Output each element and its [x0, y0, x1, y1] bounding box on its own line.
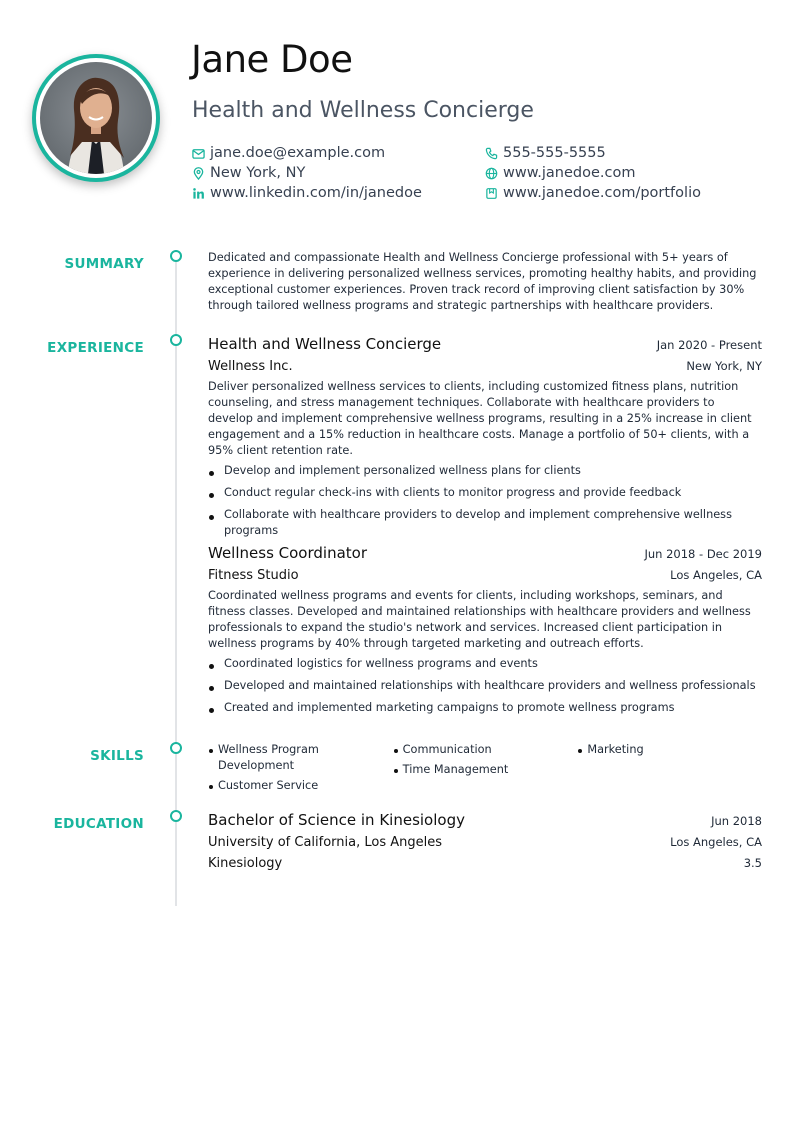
degree-title: Bachelor of Science in Kinesiology [208, 811, 465, 829]
contact-email[interactable]: jane.doe@example.com [192, 143, 422, 163]
portrait-illustration [40, 62, 152, 174]
job-title: Wellness Coordinator [208, 544, 367, 562]
job-company: Wellness Inc. [208, 359, 293, 374]
list-item: Created and implemented marketing campaigns to promote wellness programs [208, 700, 762, 716]
job-description: Coordinated wellness programs and events for clients, including workshops, seminars, and fitness classes. Developed and maintained relationships with healthcare providers and wellness professionals to expand the studio's network and services. Increased client participation in wellness programs by 40% through targeted marketing and outreach efforts. [208, 589, 751, 650]
contact-linkedin[interactable]: www.linkedin.com/in/janedoe [192, 183, 422, 203]
list-item: Conduct regular check-ins with clients to monitor progress and provide feedback [208, 485, 762, 501]
job-description: Deliver personalized wellness services to clients, including customized fitness plans, nutrition counseling, and stress management techniques. Collaborate with healthcare providers to develop and implement comprehensive wellness programs, resulting in a 25% increase in client engagement and a 15% reduction in healthcare costs. Manage a portfolio of 50+ clients, with a 95% client retention rate. [208, 380, 752, 457]
job-location: New York, NY [686, 359, 762, 373]
gpa: 3.5 [743, 856, 762, 870]
skill-item: Customer Service [208, 778, 393, 794]
skill-item: Time Management [393, 762, 578, 778]
location-pin-icon [192, 167, 205, 180]
job-company: Fitness Studio [208, 568, 299, 583]
contact-list-right [485, 143, 701, 203]
contact-portfolio[interactable]: www.janedoe.com/portfolio [485, 183, 701, 203]
skill-item: Communication [393, 742, 578, 758]
school-name: University of California, Los Angeles [208, 835, 443, 850]
list-item: Developed and maintained relationships with healthcare providers and wellness professionals [208, 678, 762, 694]
skills-column [393, 742, 578, 798]
education-heading: EDUCATION [53, 816, 144, 832]
summary-heading: SUMMARY [64, 256, 144, 272]
skills-column [577, 742, 762, 798]
summary-text: Dedicated and compassionate Health and Wellness Concierge professional with 5+ years of experience in delivering personalized wellness services, promoting healthy habits, and providing exceptional customer experiences. Proven track record of improving client satisfaction by 30% through tailored wellness programs and strategic partnerships with healthcare providers. [208, 251, 757, 312]
field-of-study: Kinesiology [208, 856, 283, 871]
list-item: Develop and implement personalized wellness plans for clients [208, 463, 762, 479]
job-date: Jan 2020 - Present [656, 338, 762, 352]
contact-website[interactable]: www.janedoe.com [485, 163, 701, 183]
skill-item: Marketing [577, 742, 762, 758]
job-bullets [208, 463, 762, 539]
job-bullets [208, 656, 762, 716]
contact-list-left [192, 143, 422, 203]
profile-photo-frame [32, 54, 160, 182]
linkedin-icon [192, 187, 205, 200]
job-entry [208, 335, 762, 539]
phone-icon [485, 147, 498, 160]
graduation-date: Jun 2018 [711, 814, 762, 828]
experience-section-2 [208, 544, 762, 722]
skills-column [208, 742, 393, 798]
list-item: Coordinated logistics for wellness programs and events [208, 656, 762, 672]
profile-photo [40, 62, 152, 174]
education-timeline-marker [170, 810, 182, 822]
mail-icon [192, 147, 205, 160]
list-item: Collaborate with healthcare providers to develop and implement comprehensive wellness programs [208, 507, 762, 539]
contact-location: New York, NY [192, 163, 422, 183]
portfolio-icon [485, 187, 498, 200]
skill-item: Wellness Program Development [208, 742, 358, 774]
candidate-name: Jane Doe [191, 38, 353, 81]
experience-heading: EXPERIENCE [47, 340, 144, 356]
globe-icon [485, 167, 498, 180]
job-entry [208, 544, 762, 716]
summary-timeline-marker [170, 250, 182, 262]
job-location: Los Angeles, CA [670, 568, 762, 582]
job-title: Health and Wellness Concierge [208, 335, 442, 353]
skills-section [208, 742, 762, 798]
experience-timeline-marker [170, 334, 182, 346]
education-section [208, 811, 762, 871]
job-date: Jun 2018 - Dec 2019 [644, 547, 762, 561]
candidate-title: Health and Wellness Concierge [192, 98, 534, 123]
contact-phone[interactable]: 555-555-5555 [485, 143, 701, 163]
experience-section [208, 335, 762, 545]
skills-heading: SKILLS [90, 748, 144, 764]
school-location: Los Angeles, CA [670, 835, 762, 849]
skills-timeline-marker [170, 742, 182, 754]
summary-section [208, 250, 762, 314]
